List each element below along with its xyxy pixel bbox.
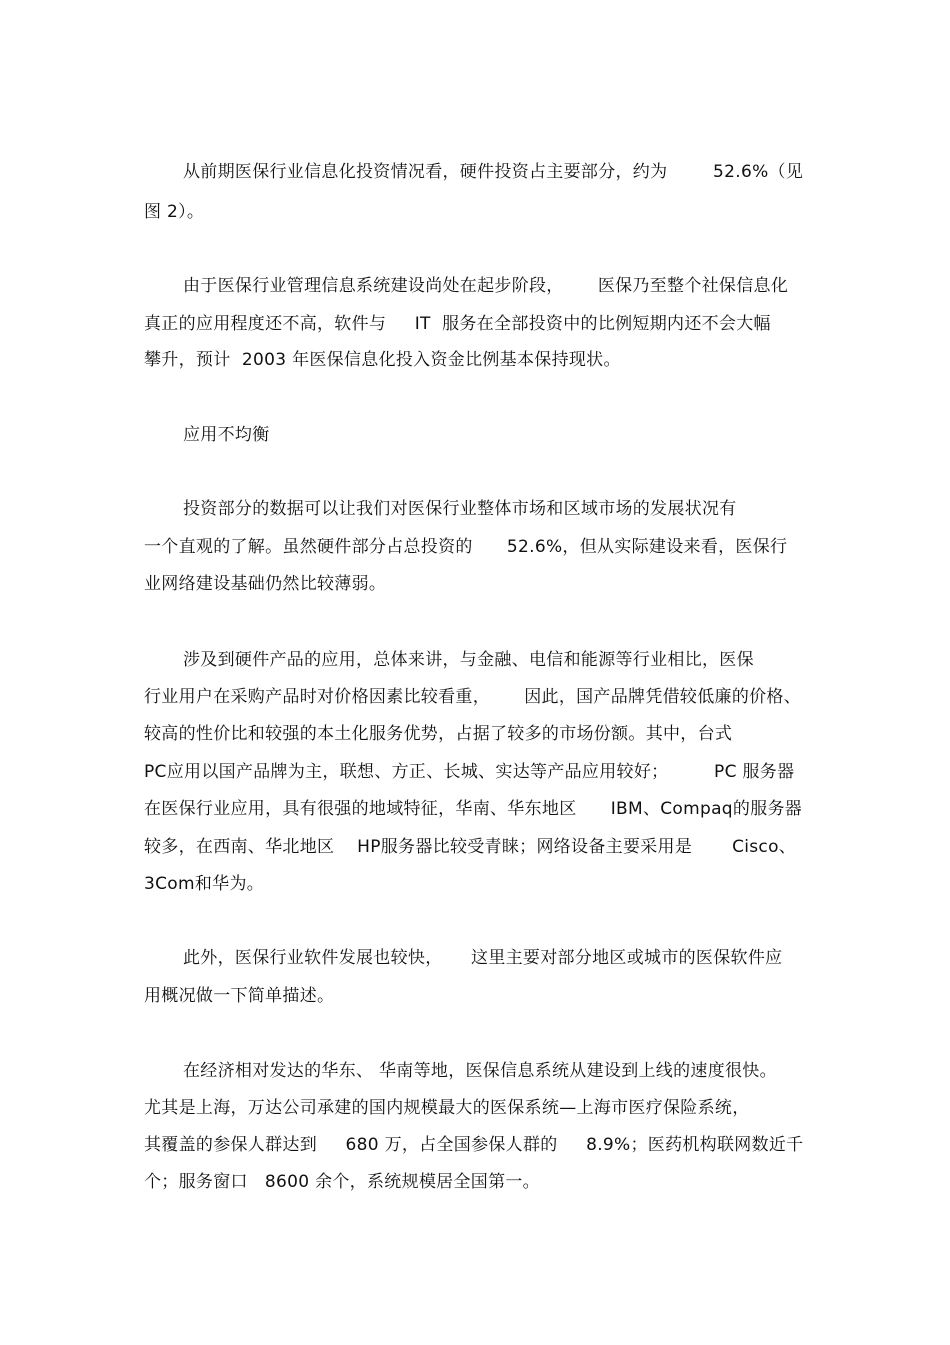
paragraph-4-line-2: 一个直观的了解。虽然硬件部分占总投资的 52.6%，但从实际建设来看，医保行 [144, 537, 788, 557]
paragraph-4-line-1: 投资部分的数据可以让我们对医保行业整体市场和区域市场的发展状况有 [183, 499, 737, 519]
paragraph-7-line-3: 其覆盖的参保人群达到 680 万，占全国参保人群的 8.9%；医药机构联网数近千 [144, 1135, 804, 1155]
paragraph-5-line-3: 较高的性价比和较强的本土化服务优势，占据了较多的市场份额。其中，台式 [144, 724, 733, 744]
paragraph-2-line-2: 真正的应用程度还不高，软件与 IT 服务在全部投资中的比例短期内还不会大幅 [144, 314, 771, 334]
paragraph-1-line-1: 从前期医保行业信息化投资情况看，硬件投资占主要部分，约为 52.6%（见 [183, 162, 804, 182]
paragraph-6-line-2: 用概况做一下简单描述。 [144, 986, 335, 1006]
paragraph-5-line-4: PC应用以国产品牌为主，联想、方正、长城、实达等产品应用较好； PC 服务器 [144, 762, 795, 782]
paragraph-4-line-3: 业网络建设基础仍然比较薄弱。 [144, 574, 387, 594]
paragraph-7-line-1: 在经济相对发达的华东、 华南等地，医保信息系统从建设到上线的速度很快。 [183, 1061, 777, 1081]
paragraph-5-line-1: 涉及到硬件产品的应用，总体来讲，与金融、电信和能源等行业相比，医保 [183, 650, 754, 670]
paragraph-6-line-1: 此外，医保行业软件发展也较快， 这里主要对部分地区或城市的医保软件应 [183, 948, 783, 968]
paragraph-5-line-7: 3Com和华为。 [144, 874, 265, 894]
paragraph-5-line-2: 行业用户在采购产品时对价格因素比较看重， 因此，国产品牌凭借较低廉的价格、 [144, 687, 802, 707]
paragraph-2-line-1: 由于医保行业管理信息系统建设尚处在起步阶段， 医保乃至整个社保信息化 [183, 276, 789, 296]
section-heading: 应用不均衡 [183, 425, 270, 445]
paragraph-5-line-6: 较多，在西南、华北地区 HP服务器比较受青睐；网络设备主要采用是 Cisco、 [144, 837, 797, 857]
paragraph-1-line-2: 图 2）。 [144, 202, 205, 222]
paragraph-2-line-3: 攀升，预计 2003 年医保信息化投入资金比例基本保持现状。 [144, 350, 621, 370]
paragraph-7-line-4: 个；服务窗口 8600 余个，系统规模居全国第一。 [144, 1172, 540, 1192]
paragraph-7-line-2: 尤其是上海，万达公司承建的国内规模最大的医保系统—上海市医疗保险系统， [144, 1098, 750, 1118]
paragraph-5-line-5: 在医保行业应用，具有很强的地域特征，华南、华东地区 IBM、Compaq的服务器 [144, 799, 803, 819]
